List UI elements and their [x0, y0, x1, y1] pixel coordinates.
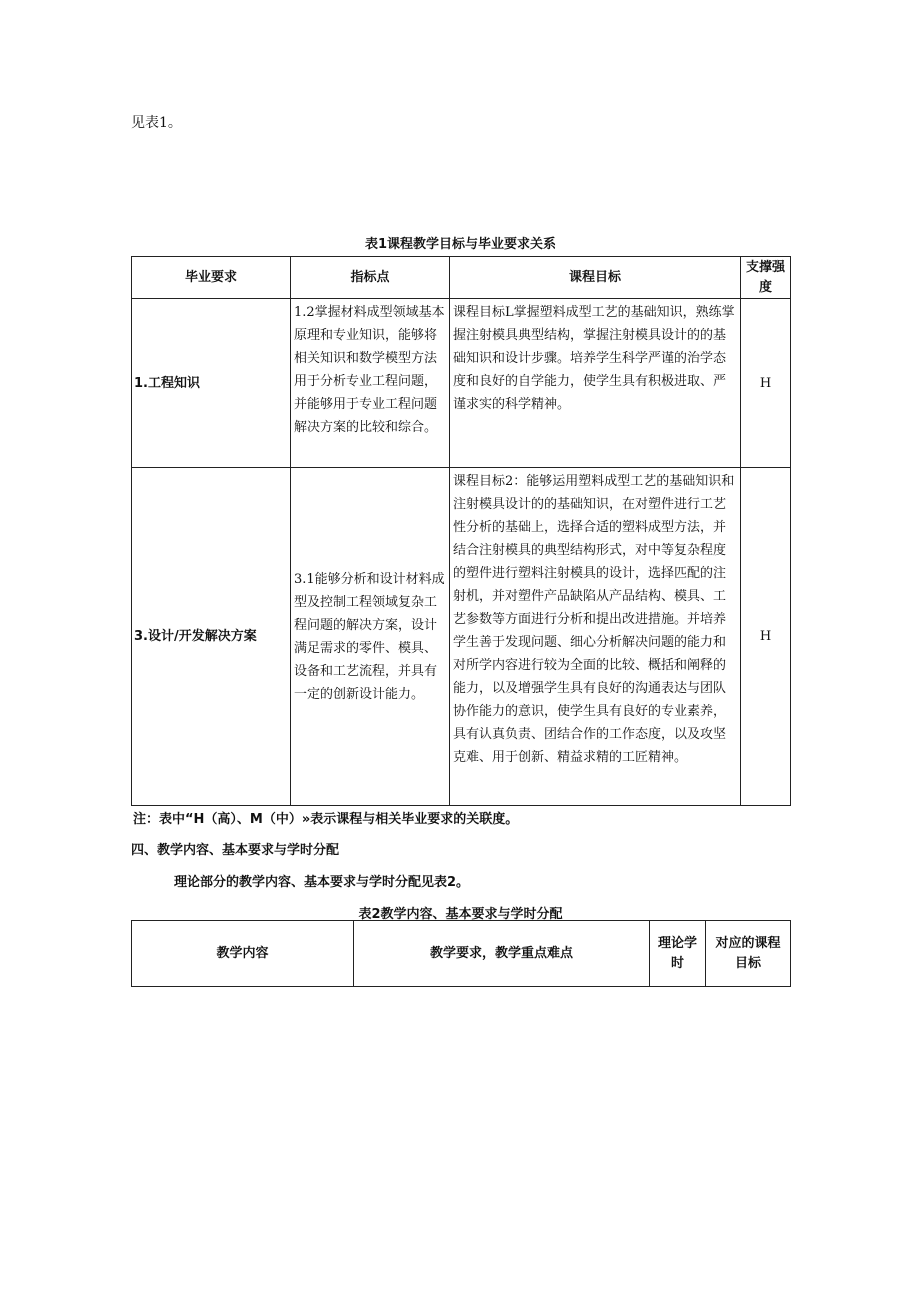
table1-caption: 表1课程教学目标与毕业要求关系	[364, 237, 557, 252]
intro-text: 见表1。	[131, 115, 182, 131]
table1-header-indicator: 指标点	[291, 257, 450, 299]
strength-cell: H	[741, 468, 791, 806]
section4-body: 理论部分的教学内容、基本要求与学时分配见表2。	[174, 875, 470, 890]
indicator-cell: 1.2掌握材料成型领域基本原理和专业知识，能够将相关知识和数学模型方法用于分析专业工程问题，并能够用于专业工程问题解决方案的比较和综合。	[294, 305, 445, 435]
table2-header-goal: 对应的课程目标	[706, 921, 791, 987]
table-row	[132, 299, 791, 468]
table1	[131, 256, 791, 806]
table2-header-requirements: 教学要求，教学重点难点	[354, 921, 650, 987]
table1-header-goal: 课程目标	[450, 257, 741, 299]
requirement-cell: 1.工程知识	[132, 299, 291, 468]
table2-header-hours: 理论学时	[650, 921, 706, 987]
goal-cell: 课程目标L掌握塑料成型工艺的基础知识，熟练掌握注射模具典型结构，掌握注射模具设计的的基础知识和设计步骤。培养学生科学严谨的治学态度和良好的自学能力，使学生具有积极进取、严谨求实的科学精神。	[453, 305, 735, 412]
section4-heading: 四、教学内容、基本要求与学时分配	[131, 843, 340, 858]
requirement-cell: 3.设计/开发解决方案	[132, 468, 291, 806]
goal-cell: 课程目标2：能够运用塑料成型工艺的基础知识和注射模具设计的的基础知识，在对塑件进行工艺性分析的基础上，选择合适的塑料成型方法，并结合注射模具的典型结构形式，对中等复杂程度的塑件进行塑料注射模具的设计，选择匹配的注射机，并对塑件产品缺陷从产品结构、模具、工艺参数等方面进行分析和提出改进措施。并培养学生善于发现问题、细心分析解决问题的能力和对所学内容进行较为全面的比较、概括和阐释的能力，以及增强学生具有良好的沟通表达与团队协作能力的意识，使学生具有良好的专业素养，具有认真负责、团结合作的工作态度，以及攻坚克难、用于创新、精益求精的工匠精神。	[453, 474, 735, 765]
table2-caption: 表2教学内容、基本要求与学时分配	[358, 907, 563, 922]
strength-cell: H	[741, 299, 791, 468]
table1-note: 注：表中“H（高）、M（中）»表示课程与相关毕业要求的关联度。	[133, 812, 519, 827]
table-row	[132, 468, 791, 806]
table1-header-strength: 支撑强度	[741, 257, 791, 299]
table2-header-row	[132, 921, 791, 987]
indicator-cell: 3.1能够分析和设计材料成型及控制工程领域复杂工程问题的解决方案，设计满足需求的零件、模具、设备和工艺流程，并具有一定的创新设计能力。	[294, 571, 445, 702]
table1-header-requirement: 毕业要求	[132, 257, 291, 299]
table2	[131, 920, 791, 987]
table1-header-row	[132, 257, 791, 299]
table2-header-content: 教学内容	[132, 921, 354, 987]
